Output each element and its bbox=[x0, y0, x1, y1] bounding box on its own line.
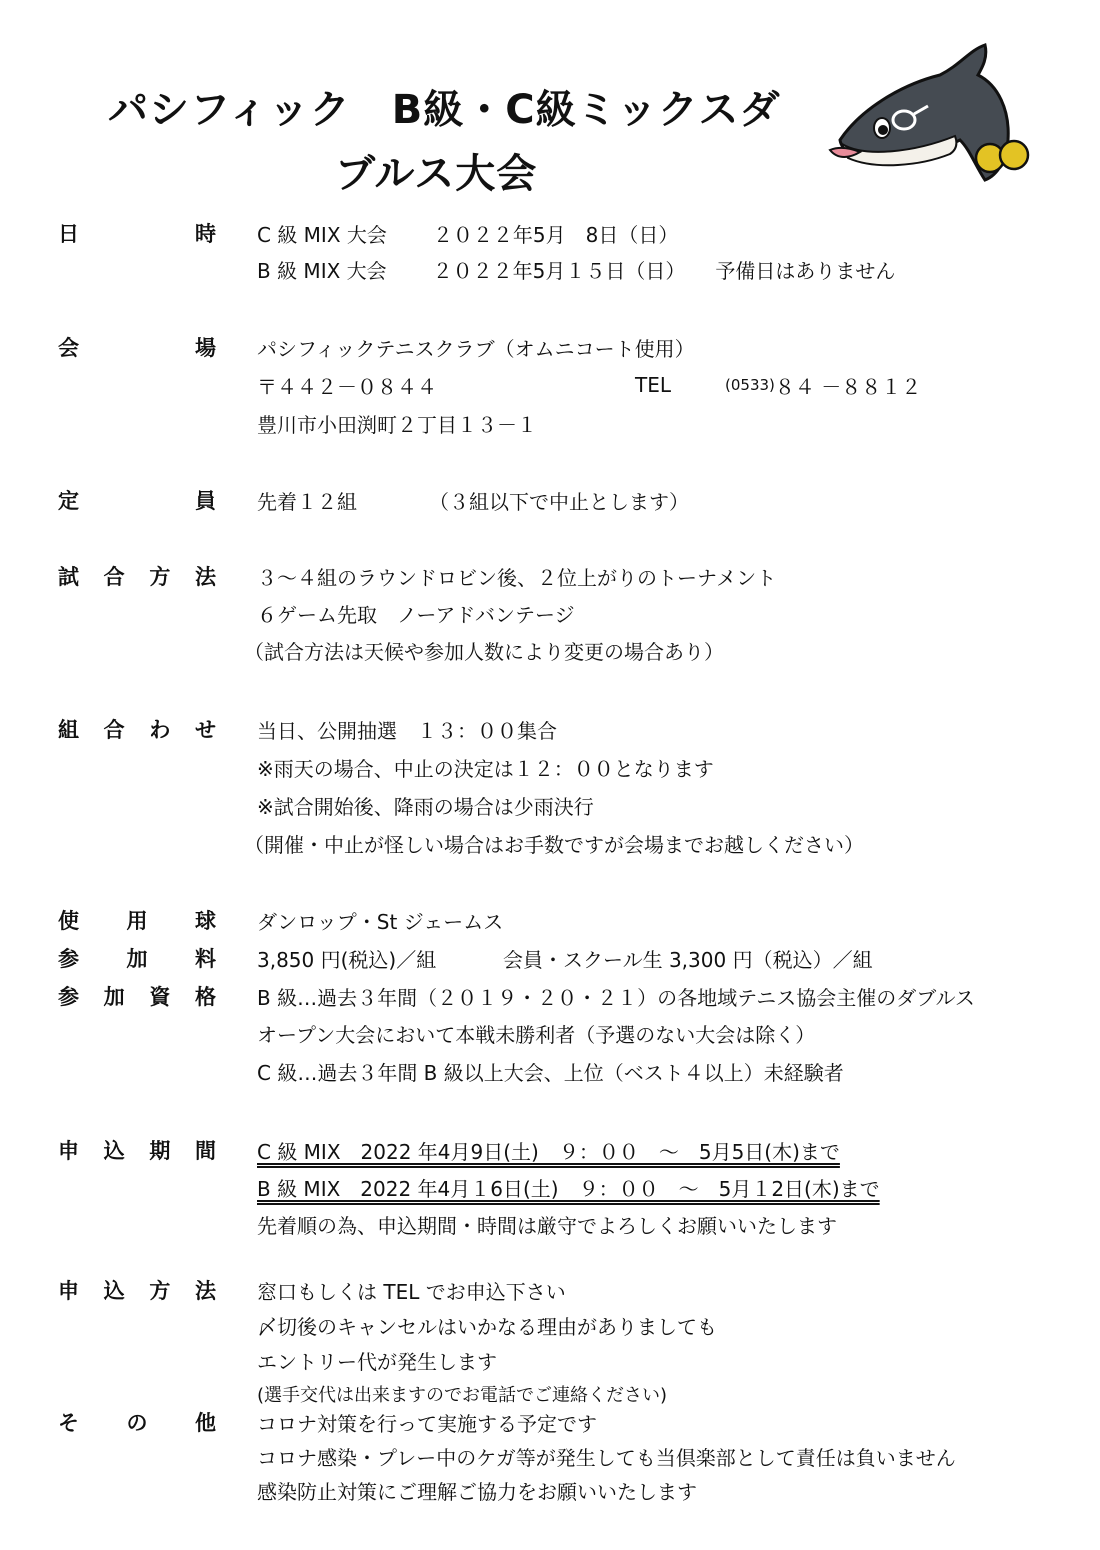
capacity-note: （３組以下で中止とします） bbox=[429, 489, 689, 514]
venue-address: 豊川市小田渕町２丁目１３－１ bbox=[257, 412, 537, 437]
c-class-name: C 級 MIX 大会 bbox=[257, 222, 387, 247]
draw-line-3: ※試合開始後、降雨の場合は少雨決行 bbox=[257, 794, 594, 819]
section-label: 申 込 期 間 bbox=[58, 1139, 216, 1163]
datetime-c bbox=[257, 214, 678, 252]
draw-line-4: （開催・中止が怪しい場合はお手数ですが会場までお越しください） bbox=[244, 832, 864, 857]
section-label: 定 員 bbox=[58, 489, 216, 513]
other-line-1: コロナ対策を行って実施する予定です bbox=[257, 1411, 597, 1436]
fee-value: 3,850 円(税込)／組 bbox=[257, 947, 437, 972]
other-line-3: 感染防止対策にご理解ご協力をお願いいたします bbox=[257, 1479, 697, 1504]
tel-area: (0533) bbox=[725, 376, 775, 394]
method-line-2: 〆切後のキャンセルはいかなる理由がありましても bbox=[257, 1314, 717, 1339]
fee-member: 会員・スクール生 3,300 円（税込）／組 bbox=[503, 947, 873, 972]
format-line-1: ３～４組のラウンドロビン後、２位上がりのトーナメント bbox=[257, 565, 777, 590]
section-label: 会 場 bbox=[58, 336, 216, 360]
section-label: 参 加 資 格 bbox=[58, 985, 216, 1009]
section-label: そ の 他 bbox=[58, 1411, 216, 1435]
format-line-2: ６ゲーム先取 ノーアドバンテージ bbox=[257, 602, 575, 627]
other-line-2: コロナ感染・プレー中のケガ等が発生しても当倶楽部として責任は負いません bbox=[257, 1445, 956, 1470]
format-line-3: （試合方法は天候や参加人数により変更の場合あり） bbox=[244, 639, 724, 664]
method-line-4: (選手交代は出来ますのでお電話でご連絡ください) bbox=[257, 1385, 668, 1406]
venue-name: パシフィックテニスクラブ（オムニコート使用） bbox=[257, 336, 695, 361]
b-class-date: ２０２２年5月１５日（日） bbox=[432, 258, 686, 283]
datetime-b bbox=[257, 250, 895, 288]
capacity-line bbox=[257, 481, 689, 519]
postal-code: 〒４４２－０８４４ bbox=[257, 374, 437, 399]
section-label: 日 時 bbox=[58, 222, 216, 246]
fee-line bbox=[257, 939, 873, 977]
section-label: 申 込 方 法 bbox=[58, 1279, 216, 1303]
tel-label: TEL bbox=[635, 373, 671, 397]
section-label: 組 合 わ せ bbox=[58, 718, 216, 742]
dolphin-tennis-mascot-icon bbox=[820, 40, 1035, 190]
eligibility-line-2: オープン大会において本戦未勝利者（予選のない大会は除く） bbox=[257, 1022, 816, 1047]
method-line-3: エントリー代が発生します bbox=[257, 1349, 497, 1374]
b-class-name: B 級 MIX 大会 bbox=[257, 258, 387, 283]
section-label: 試 合 方 法 bbox=[58, 565, 216, 589]
period-b: B 級 MIX 2022 年4月１6日(土) ９：００ ～ 5月１2日(木)まで bbox=[257, 1176, 880, 1201]
section-label: 使 用 球 bbox=[58, 909, 216, 933]
venue-contact bbox=[257, 366, 921, 404]
method-line-1: 窓口もしくは TEL でお申込下さい bbox=[257, 1279, 566, 1304]
ball-value: ダンロップ・St ジェームス bbox=[257, 909, 504, 934]
title-line-2: ブルス大会 bbox=[335, 151, 538, 197]
draw-line-1: 当日、公開抽選 １３：００集合 bbox=[257, 718, 557, 743]
title-line-1: パシフィック B級・C級ミックスダ bbox=[108, 87, 781, 133]
c-class-date: ２０２２年5月 8日（日） bbox=[432, 222, 679, 247]
reserve-note: 予備日はありません bbox=[715, 258, 896, 283]
eligibility-line-1: B 級…過去３年間（２０１９・２０・２１）の各地域テニス協会主催のダブルス bbox=[257, 985, 975, 1010]
period-note: 先着順の為、申込期間・時間は厳守でよろしくお願いいたします bbox=[257, 1213, 837, 1238]
tel-number: ８４ －８８１２ bbox=[774, 374, 922, 399]
eligibility-line-3: C 級…過去３年間 B 級以上大会、上位（ベスト４以上）未経験者 bbox=[257, 1060, 844, 1085]
draw-line-2: ※雨天の場合、中止の決定は１２：００となります bbox=[257, 756, 714, 781]
section-label: 参 加 料 bbox=[58, 947, 216, 971]
period-c: C 級 MIX 2022 年4月9日(土) ９：００ ～ 5月5日(木)まで bbox=[257, 1139, 840, 1164]
capacity-value: 先着１２組 bbox=[257, 489, 357, 514]
